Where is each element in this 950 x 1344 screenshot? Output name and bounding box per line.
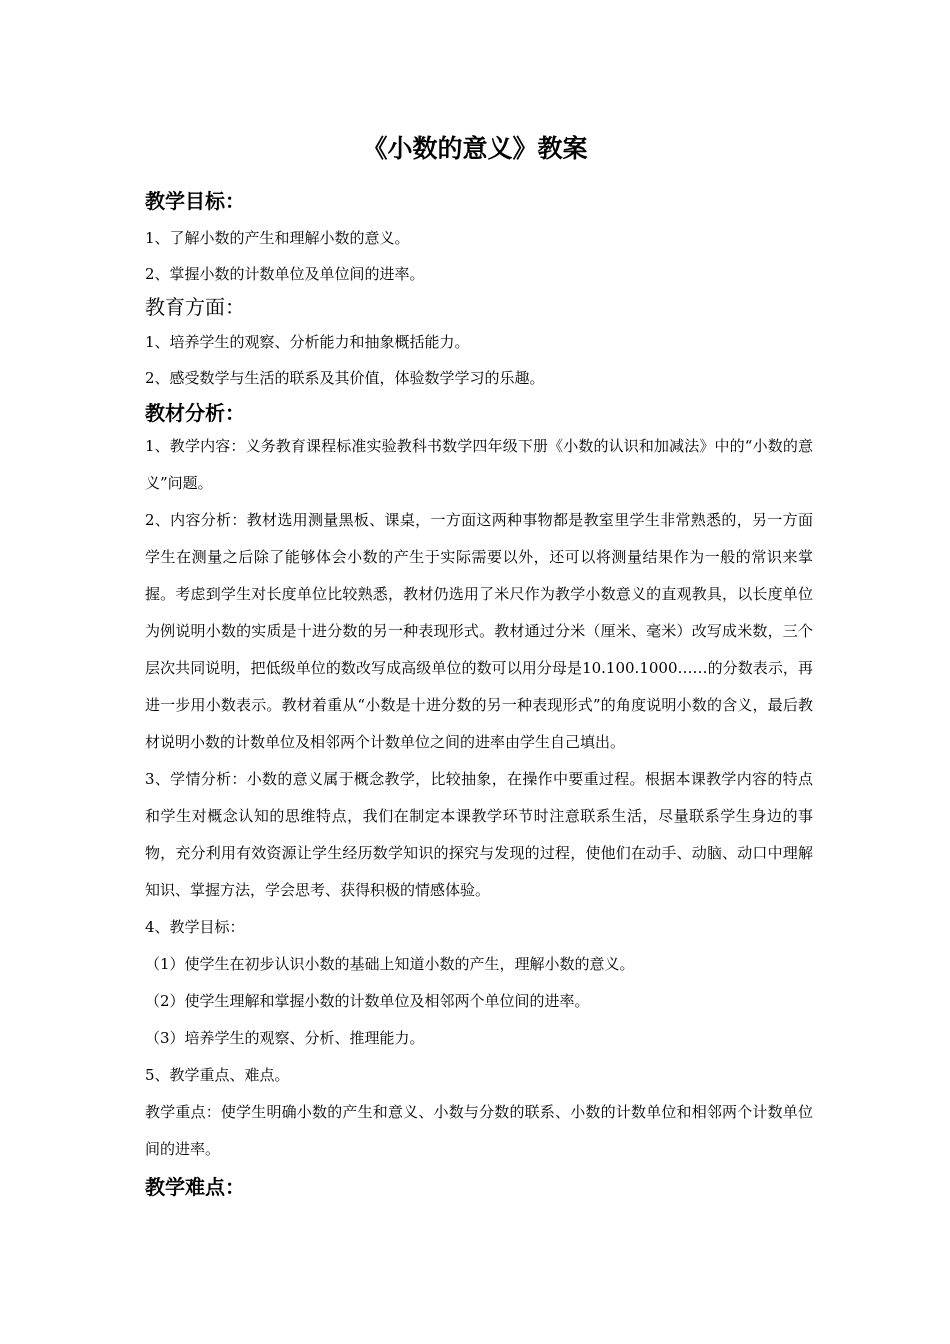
paragraph-goal-2: （2）使学生理解和掌握小数的计数单位及相邻两个单位间的进率。 xyxy=(145,992,590,1010)
paragraph-key-points-title: 5、教学重点、难点。 xyxy=(145,1066,290,1084)
section-heading-material-analysis: 教材分析： xyxy=(145,401,245,425)
document-title: 《小数的意义》教案 xyxy=(362,134,588,163)
paragraph-goals-title: 4、教学目标： xyxy=(145,918,245,936)
paragraph-content-analysis: 2、内容分析：教材选用测量黑板、课桌，一方面这两种事物都是教室里学生非常熟悉的，另一方面学生在测量之后除了能够体会小数的产生于实际需要以外，还可以将测量结果作为一般的常识来掌握。考虑到学生对长度单位比较熟悉，教材仍选用了米尺作为教学小数意义的直观教具，以长度单位为例说明小数的实质是十进分数的另一种表现形式。教材通过分米（厘米、毫米）改写成米数，三个层次共同说明，把低级单位的数改写成高级单位的数可以用分母是10.100.1000……的分数表示，再进一步用小数表示。教材着重从“小数是十进分数的另一种表现形式”的角度说明小数的含义，最后教材说明小数的计数单位及相邻两个计数单位之间的进率由学生自己填出。 xyxy=(145,511,813,751)
document-body xyxy=(145,186,813,1202)
list-item: 2、感受数学与生活的联系及其价值，体验数学学习的乐趣。 xyxy=(145,369,545,387)
paragraph-teaching-content: 1、教学内容：义务教育课程标准实验教科书数学四年级下册《小数的认识和加减法》中的“小数的意义”问题。 xyxy=(145,437,813,492)
paragraph-goal-3: （3）培养学生的观察、分析、推理能力。 xyxy=(145,1029,425,1047)
paragraph-key-points: 教学重点：使学生明确小数的产生和意义、小数与分数的联系、小数的计数单位和相邻两个计数单位间的进率。 xyxy=(145,1103,813,1158)
paragraph-student-analysis: 3、学情分析：小数的意义属于概念教学，比较抽象，在操作中要重过程。根据本课教学内容的特点和学生对概念认知的思维特点，我们在制定本课教学环节时注意联系生活，尽量联系学生身边的事物，充分利用有效资源让学生经历数学知识的探究与发现的过程，使他们在动手、动脑、动口中理解知识、掌握方法，学会思考、获得积极的情感体验。 xyxy=(145,770,813,899)
list-item: 2、掌握小数的计数单位及单位间的进率。 xyxy=(145,265,425,283)
paragraph-goal-1: （1）使学生在初步认识小数的基础上知道小数的产生，理解小数的意义。 xyxy=(145,955,635,973)
section-heading-teaching-goals: 教学目标： xyxy=(145,189,245,213)
section-heading-difficulties: 教学难点： xyxy=(145,1175,245,1199)
list-item: 1、培养学生的观察、分析能力和抽象概括能力。 xyxy=(145,333,470,351)
list-item: 1、了解小数的产生和理解小数的意义。 xyxy=(145,229,410,247)
section-heading-education: 教育方面： xyxy=(145,295,245,319)
